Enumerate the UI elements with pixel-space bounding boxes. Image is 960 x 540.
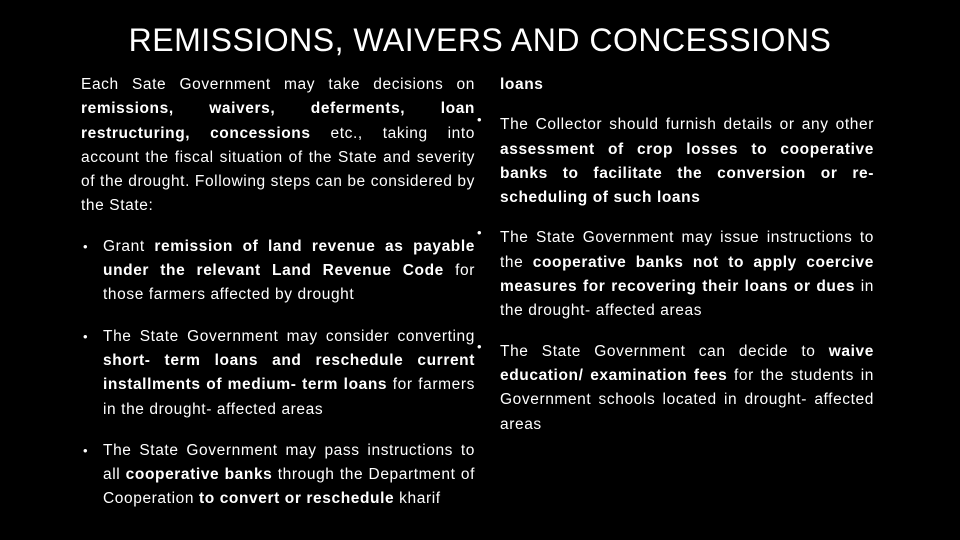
bullet-text: Grant <box>103 237 155 255</box>
bullet-text: The Collector should furnish details or any other <box>500 116 874 134</box>
bullet-waive-fees <box>477 338 874 437</box>
bullet-land-revenue <box>81 235 475 308</box>
bullet-bold: waive education/ examination fees <box>500 342 874 384</box>
bullet-bold: remission of land revenue as payable under the relevant Land Revenue Code <box>103 237 476 280</box>
bullet-dot: • <box>83 238 89 254</box>
bullet-dot: • <box>83 328 89 344</box>
bullet-bold: assessment of crop losses to cooperative banks to facilitate the conversion or re-scheduling of such loans <box>500 140 874 207</box>
bullet-text-2: for farmers in the drought- affected areas <box>103 376 475 418</box>
continuation-text: loans <box>500 76 544 93</box>
intro-text: Each Sate Government may take decisions on <box>81 76 475 93</box>
bullet-text-2: in the drought- affected areas <box>500 278 874 320</box>
intro-text-2: etc., taking into account the fiscal situation of the State and severity of the drought. Following steps can be considered by the State: <box>81 124 475 215</box>
intro-paragraph <box>81 73 475 219</box>
bullet-text-2: for the students in Government schools located in drought- affected areas <box>500 366 874 433</box>
bullet-text-2: through the Department of Cooperation <box>103 466 475 508</box>
bullet-cooperative-banks <box>81 439 475 512</box>
bullet-loan-conversion <box>81 325 475 422</box>
bullet-coercive-measures <box>477 225 874 323</box>
bullet-dot: • <box>477 112 483 128</box>
bullet-dot: • <box>477 225 483 241</box>
bullet-text-3: kharif <box>394 490 441 508</box>
bullet-dot: • <box>477 338 483 354</box>
bullet-text: The State Government may consider converting <box>103 327 475 345</box>
right-column <box>477 73 874 437</box>
bullet-text-2: for those farmers affected by drought <box>103 262 475 304</box>
slide-title: REMISSIONS, WAIVERS AND CONCESSIONS <box>128 22 832 58</box>
bullet-bold: short- term loans and reschedule current installments of medium- term loans <box>103 351 475 394</box>
bullet-bold: cooperative banks not to apply coercive measures for recovering their loans or dues <box>500 253 874 296</box>
intro-bold: remissions, waivers, deferments, loan restructuring, concessions <box>81 100 475 142</box>
bullet-text: The State Government can decide to <box>500 342 829 360</box>
bullet-crop-losses <box>477 112 874 210</box>
bullet-dot: • <box>83 442 89 458</box>
bullet-bold-2: to convert or reschedule <box>198 490 395 508</box>
left-column <box>81 73 475 512</box>
bullet-text: The State Government may pass instructions to all <box>103 441 475 484</box>
bullet-text: The State Government may issue instructions to the <box>500 229 874 271</box>
bullet-bold: cooperative banks <box>125 466 273 484</box>
